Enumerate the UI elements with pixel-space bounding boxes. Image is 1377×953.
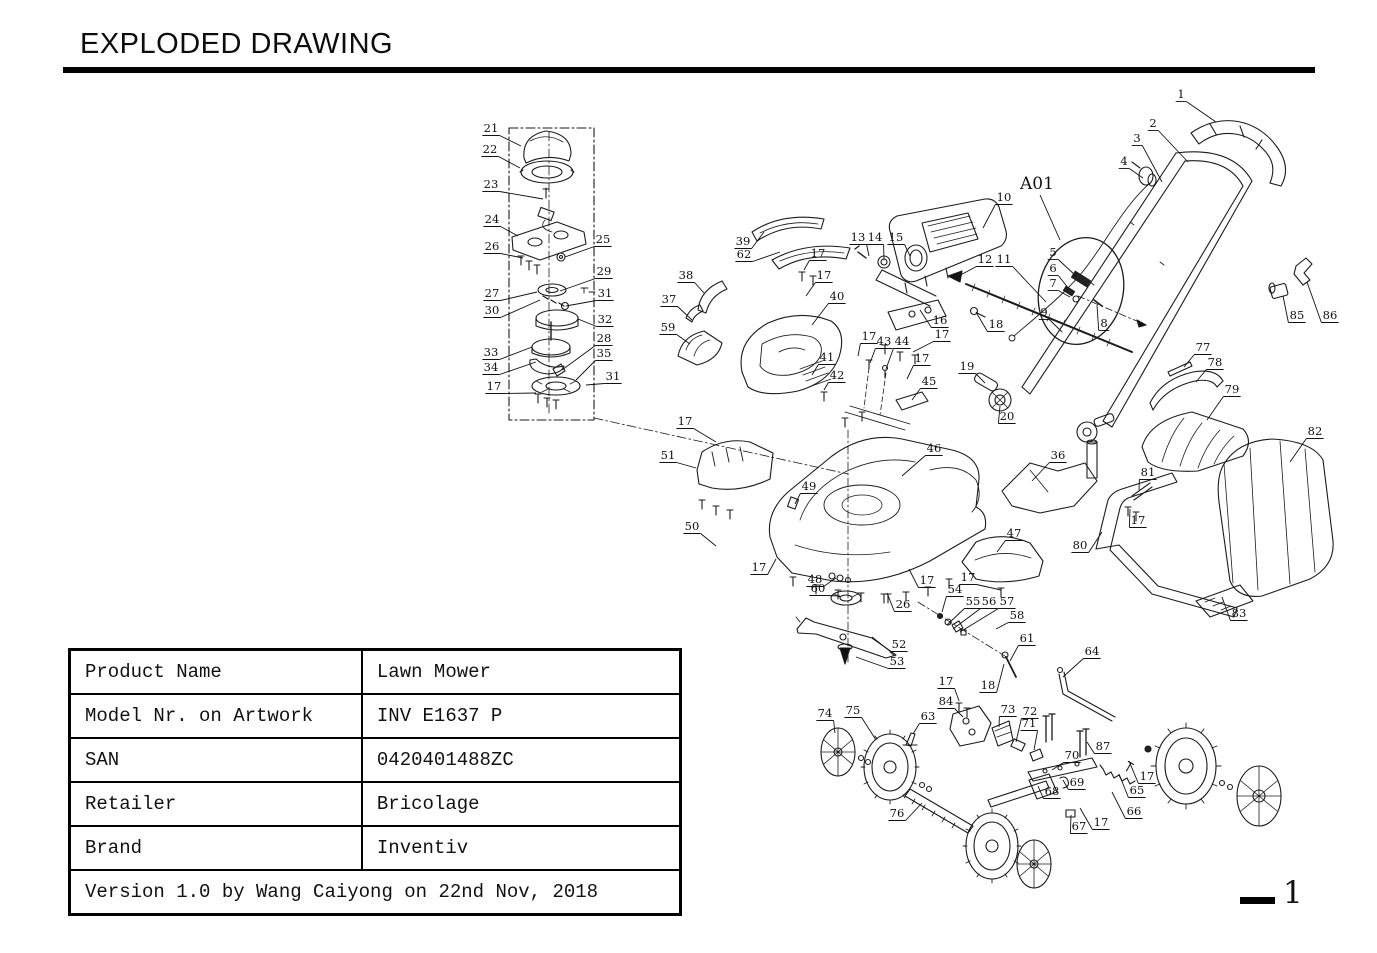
svg-text:53: 53 (889, 654, 905, 668)
mulch-plug-drawing (962, 537, 1043, 597)
svg-text:55: 55 (965, 594, 981, 608)
svg-text:65: 65 (1129, 783, 1145, 797)
svg-text:3: 3 (1133, 131, 1141, 145)
part-label-87 (1087, 739, 1112, 754)
part-label-50 (683, 519, 716, 546)
info-label-san: SAN (70, 738, 362, 782)
svg-text:17: 17 (861, 329, 877, 343)
svg-text:4: 4 (1120, 154, 1128, 168)
part-label-17 (485, 379, 536, 394)
svg-text:84: 84 (938, 694, 954, 708)
table-row (70, 694, 681, 738)
svg-text:50: 50 (684, 519, 700, 533)
svg-text:7: 7 (1049, 276, 1057, 290)
svg-text:76: 76 (889, 806, 905, 820)
svg-text:14: 14 (867, 230, 883, 244)
svg-text:54: 54 (947, 582, 963, 596)
svg-text:40: 40 (829, 289, 845, 303)
svg-text:17: 17 (914, 351, 930, 365)
part-label-51 (659, 448, 696, 468)
part-label-17 (858, 329, 878, 356)
part-label-22 (481, 142, 520, 168)
svg-text:22: 22 (482, 142, 498, 156)
cable-clamp-drawing (1132, 162, 1156, 186)
part-label-46 (902, 441, 943, 476)
info-label-product-name: Product Name (70, 650, 362, 695)
svg-text:28: 28 (596, 331, 612, 345)
part-label-78 (1196, 355, 1224, 382)
grass-bag-drawing (1096, 362, 1333, 617)
svg-text:17: 17 (677, 414, 693, 428)
svg-text:17: 17 (1093, 815, 1109, 829)
svg-text:49: 49 (801, 479, 817, 493)
part-label-32 (578, 312, 614, 327)
svg-text:72: 72 (1022, 704, 1038, 718)
svg-text:A01: A01 (1020, 174, 1054, 194)
svg-text:9: 9 (1040, 305, 1048, 319)
table-row (70, 782, 681, 826)
part-label-52 (872, 637, 908, 652)
svg-text:51: 51 (660, 448, 676, 462)
svg-text:73: 73 (1000, 702, 1016, 716)
part-label-1 (1176, 87, 1216, 122)
svg-text:71: 71 (1021, 716, 1037, 730)
part-label-81 (1139, 465, 1157, 490)
svg-text:57: 57 (999, 594, 1015, 608)
svg-text:33: 33 (483, 345, 499, 359)
part-label-70 (1052, 748, 1081, 770)
page-title: EXPLODED DRAWING (80, 28, 394, 60)
svg-text:62: 62 (736, 247, 752, 261)
info-value-model-nr: INV E1637 P (362, 694, 681, 738)
part-label-26 (887, 593, 912, 612)
part-label-25 (565, 232, 612, 257)
svg-text:5: 5 (1049, 245, 1057, 259)
svg-text:17: 17 (960, 570, 976, 584)
svg-text:34: 34 (483, 360, 499, 374)
part-label-68 (1038, 784, 1061, 799)
svg-text:31: 31 (605, 369, 621, 383)
svg-text:21: 21 (483, 121, 499, 135)
svg-text:48: 48 (807, 572, 823, 586)
svg-text:32: 32 (597, 312, 613, 326)
small-parts-85-86-drawing (1269, 258, 1312, 299)
svg-text:85: 85 (1289, 308, 1305, 322)
info-value-retailer: Bricolage (362, 782, 681, 826)
part-label-42 (824, 368, 846, 390)
svg-text:17: 17 (486, 379, 502, 393)
svg-text:17: 17 (919, 573, 935, 587)
part-label-61 (1010, 631, 1036, 661)
svg-text:69: 69 (1069, 775, 1085, 789)
part-label-24 (483, 212, 518, 236)
svg-text:64: 64 (1084, 644, 1100, 658)
svg-text:13: 13 (850, 230, 866, 244)
svg-text:31: 31 (597, 286, 613, 300)
svg-text:17: 17 (1130, 513, 1146, 527)
svg-text:58: 58 (1009, 608, 1025, 622)
part-label-83 (1222, 597, 1248, 621)
part-label-31 (566, 286, 614, 306)
part-label-17 (750, 559, 776, 575)
table-row (70, 870, 681, 915)
part-label-67 (1070, 815, 1087, 834)
svg-text:39: 39 (735, 234, 751, 248)
svg-text:60: 60 (810, 581, 826, 595)
svg-text:1: 1 (1177, 87, 1185, 101)
svg-text:47: 47 (1006, 526, 1022, 540)
part-label-17 (913, 327, 951, 352)
svg-text:17: 17 (1139, 769, 1155, 783)
deck-drawing (769, 430, 985, 665)
table-row (70, 826, 681, 870)
svg-text:17: 17 (751, 560, 767, 574)
front-wheels-drawing (821, 728, 1051, 888)
svg-text:52: 52 (891, 637, 907, 651)
svg-text:15: 15 (888, 230, 904, 244)
part-label-58 (996, 608, 1026, 629)
part-label-17 (806, 268, 833, 296)
motor-parts-drawing (512, 131, 595, 409)
svg-text:86: 86 (1322, 308, 1338, 322)
svg-text:12: 12 (977, 252, 993, 266)
part-label-19 (958, 359, 985, 383)
info-label-model-nr: Model Nr. on Artwork (70, 694, 362, 738)
product-info-table (68, 648, 682, 916)
svg-text:75: 75 (845, 703, 861, 717)
part-label-63 (913, 709, 937, 734)
svg-text:18: 18 (988, 317, 1004, 331)
part-label-10 (983, 190, 1013, 228)
svg-text:83: 83 (1231, 606, 1247, 620)
part-label-2 (1148, 116, 1188, 162)
part-label-30 (483, 300, 540, 318)
svg-text:78: 78 (1207, 355, 1223, 369)
cable-guide-knob-drawing (973, 372, 1115, 442)
svg-text:17: 17 (816, 268, 832, 282)
info-value-san: 0420401488ZC (362, 738, 681, 782)
svg-text:35: 35 (596, 346, 612, 360)
part-label-A01 (1019, 174, 1060, 240)
svg-text:18: 18 (980, 678, 996, 692)
svg-text:36: 36 (1050, 448, 1066, 462)
part-label-71 (1020, 716, 1037, 750)
svg-text:26: 26 (484, 239, 500, 253)
svg-text:8: 8 (1100, 316, 1108, 330)
svg-text:77: 77 (1195, 340, 1211, 354)
part-label-23 (482, 177, 543, 199)
svg-text:26: 26 (895, 597, 911, 611)
svg-text:63: 63 (920, 709, 936, 723)
svg-text:44: 44 (894, 334, 910, 348)
part-label-54 (942, 582, 964, 612)
svg-text:29: 29 (596, 264, 612, 278)
svg-text:67: 67 (1071, 819, 1087, 833)
table-row (70, 650, 681, 695)
part-label-76 (888, 803, 922, 821)
svg-text:74: 74 (817, 706, 833, 720)
svg-text:11: 11 (996, 252, 1012, 266)
svg-text:24: 24 (484, 212, 500, 226)
svg-text:30: 30 (484, 303, 500, 317)
part-label-82 (1290, 424, 1324, 462)
svg-text:17: 17 (938, 674, 954, 688)
switch-box-drawing (889, 199, 1006, 293)
svg-text:80: 80 (1072, 538, 1088, 552)
svg-text:45: 45 (921, 374, 937, 388)
info-label-brand: Brand (70, 826, 362, 870)
part-label-18 (979, 664, 1004, 693)
part-label-33 (482, 345, 532, 360)
part-label-64 (1063, 644, 1101, 677)
part-label-47 (997, 526, 1023, 552)
svg-text:56: 56 (981, 594, 997, 608)
svg-text:82: 82 (1307, 424, 1323, 438)
svg-text:43: 43 (876, 334, 892, 348)
part-label-86 (1307, 282, 1339, 323)
svg-text:16: 16 (932, 313, 948, 327)
svg-text:25: 25 (595, 232, 611, 246)
rear-wheels-drawing (1145, 723, 1281, 826)
svg-text:6: 6 (1049, 261, 1057, 275)
part-label-79 (1207, 382, 1241, 420)
svg-text:87: 87 (1095, 739, 1111, 753)
svg-text:10: 10 (996, 190, 1012, 204)
part-label-37 (660, 292, 692, 320)
svg-text:38: 38 (678, 268, 694, 282)
part-label-31 (586, 369, 622, 385)
info-value-brand: Inventiv (362, 826, 681, 870)
part-label-20 (998, 406, 1015, 424)
part-label-26 (483, 239, 523, 258)
info-value-product-name: Lawn Mower (362, 650, 681, 695)
part-label-27 (483, 286, 537, 301)
svg-text:79: 79 (1224, 382, 1240, 396)
page-number: 1 (1283, 875, 1303, 911)
part-label-11 (995, 252, 1046, 302)
part-label-73 (999, 702, 1017, 727)
part-label-16 (920, 310, 949, 328)
svg-text:20: 20 (999, 409, 1015, 423)
footer-rule (1240, 897, 1275, 904)
svg-text:42: 42 (829, 368, 845, 382)
svg-text:41: 41 (819, 350, 835, 364)
svg-text:81: 81 (1140, 465, 1156, 479)
table-row (70, 738, 681, 782)
fastener-cluster-drawing (918, 602, 1016, 677)
svg-text:46: 46 (926, 441, 942, 455)
svg-text:66: 66 (1126, 804, 1142, 818)
part-label-60 (809, 581, 840, 596)
part-label-59 (659, 320, 690, 344)
svg-text:17: 17 (810, 246, 826, 260)
svg-text:61: 61 (1019, 631, 1035, 645)
part-label-38 (677, 268, 704, 293)
svg-text:70: 70 (1064, 748, 1080, 762)
chute-drawing (1002, 440, 1097, 513)
svg-text:17: 17 (934, 327, 950, 341)
front-cover-drawing (697, 441, 773, 519)
part-label-3 (1132, 131, 1162, 182)
svg-text:2: 2 (1149, 116, 1157, 130)
svg-text:23: 23 (483, 177, 499, 191)
part-label-17 (909, 569, 936, 588)
svg-text:27: 27 (484, 286, 500, 300)
part-label-85 (1283, 296, 1306, 323)
upper-handle-drawing (1191, 121, 1286, 186)
svg-text:37: 37 (661, 292, 677, 306)
svg-text:19: 19 (959, 359, 975, 373)
svg-text:68: 68 (1044, 784, 1060, 798)
svg-text:59: 59 (660, 320, 676, 334)
info-version-footer: Version 1.0 by Wang Caiyong on 22nd Nov, 2018 (70, 870, 681, 915)
info-label-retailer: Retailer (70, 782, 362, 826)
